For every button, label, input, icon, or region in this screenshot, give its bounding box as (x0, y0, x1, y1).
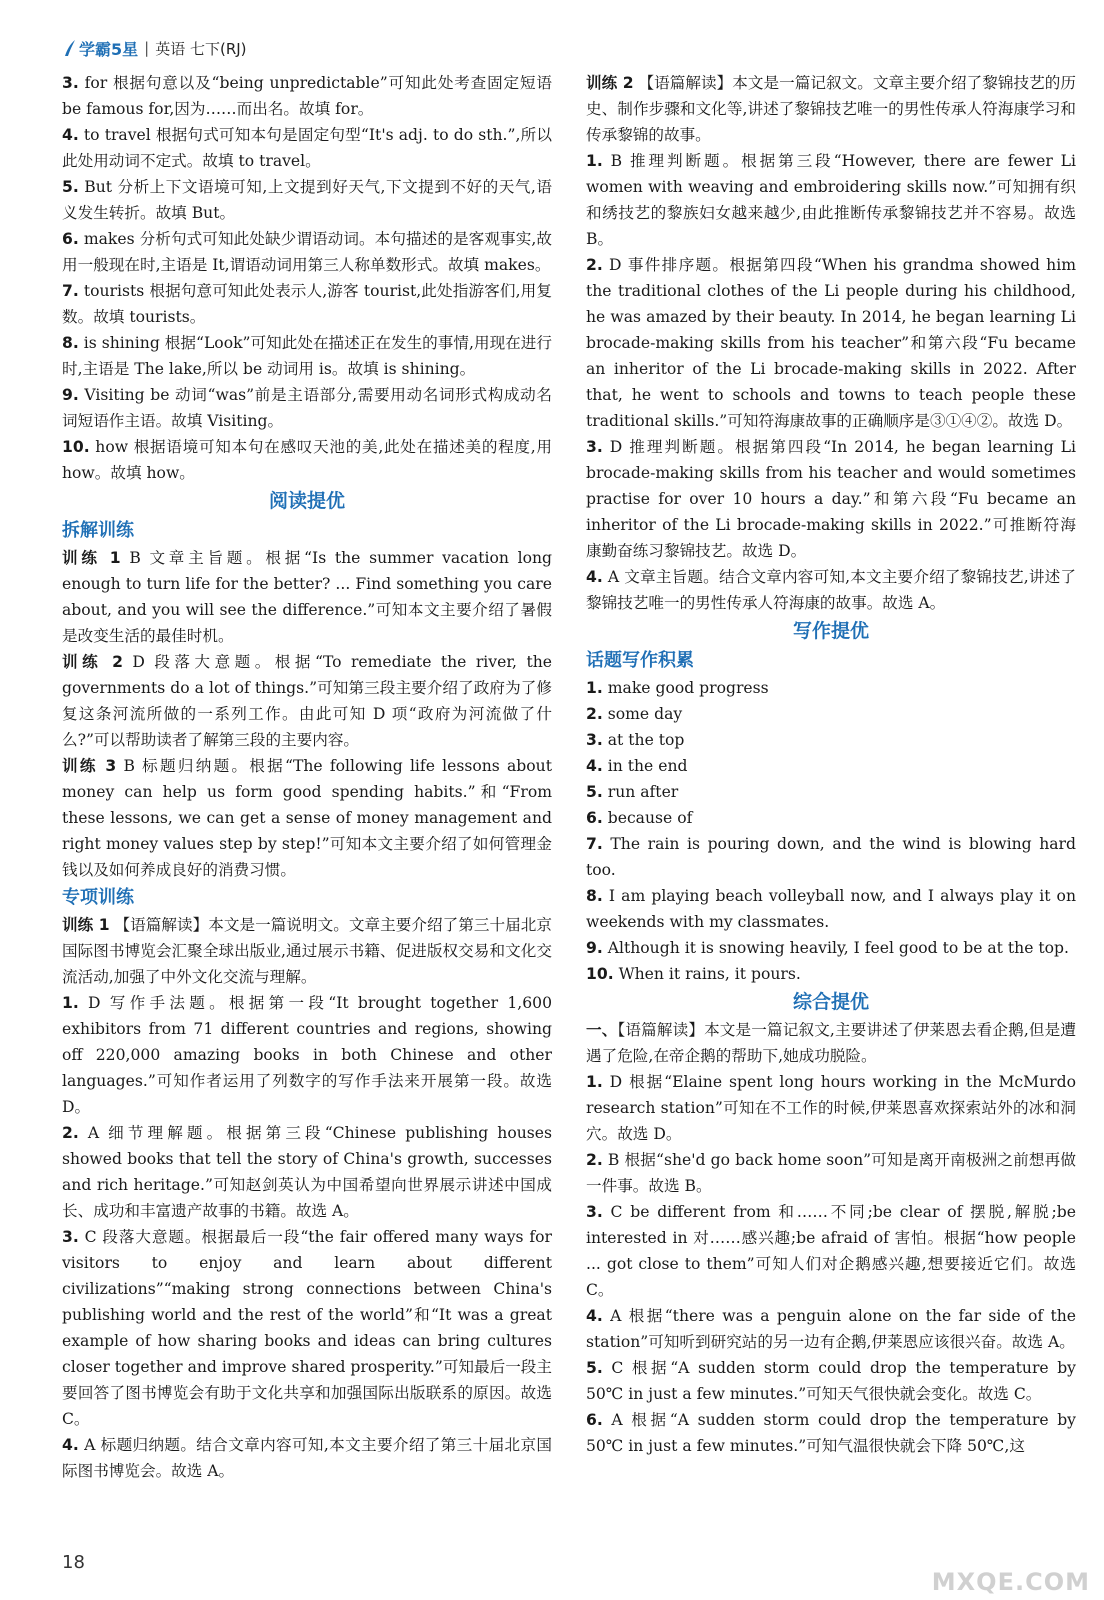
answer-item (586, 1355, 1076, 1407)
item-number: 1. (586, 152, 603, 170)
answer-item (586, 1303, 1076, 1355)
answer-item (586, 1069, 1076, 1147)
item-text: D 根据“Elaine spent long hours working in the McMurdo research station”可知在不工作的时候,伊莱恩喜欢探索站外的冰和洞穴。故选 D。 (586, 1073, 1076, 1143)
section-heading: 综合提优 (792, 991, 869, 1013)
item-number: 4. (586, 1307, 603, 1325)
item-number: 4. (62, 126, 79, 144)
item-number: 训练 1 (62, 549, 121, 567)
answer-item (62, 70, 552, 122)
subsection-heading: 拆解训练 (62, 520, 134, 541)
answer-item (586, 805, 1076, 831)
answer-item (586, 70, 1076, 148)
item-number: 8. (586, 887, 603, 905)
item-text: makes 分析句式可知此处缺少谓语动词。本句描述的是客观事实,故用一般现在时,主语是 It,谓语动词用第三人称单数形式。故填 makes。 (62, 230, 552, 274)
answer-item (62, 434, 552, 486)
item-text: A 细节理解题。根据第三段“Chinese publishing houses showed books that tell the story of China's growth, successes and rich heritage.”可知赵剑英认为中国希望向世界展示讲述中国成长、成功和丰富遗产故事的书籍。故选 A。 (62, 1124, 552, 1220)
item-text: Although it is snowing heavily, I feel good to be at the top. (602, 939, 1069, 957)
item-number: 一、 (586, 1021, 618, 1039)
page-header (62, 36, 247, 60)
answer-item (586, 1407, 1076, 1459)
item-text: C be different from 和……不同;be clear of 摆脱,解脱;be interested in 对……感兴趣;be afraid of 害怕。根据“how people ... got close to them”可知人们对企鹅感兴趣,想要接近它们。故选 C。 (586, 1203, 1076, 1299)
item-number: 2. (586, 256, 603, 274)
item-number: 训练 1 (62, 916, 110, 934)
item-number: 4. (62, 1436, 79, 1454)
answer-item (586, 252, 1076, 434)
item-number: 1. (586, 679, 603, 697)
item-text: D 段落大意题。根据“To remediate the river, the governments do a lot of things.”可知第三段主要介绍了政府为了修复这条河流所做的一系列工作。由此可知 D 项“政府为河流做了什么?”可以帮助读者了解第三段的主要内容。 (62, 653, 552, 749)
right-column (586, 70, 1076, 1459)
item-text: in the end (602, 757, 688, 775)
item-number: 训练 2 (586, 74, 634, 92)
item-text: D 推理判断题。根据第四段“In 2014, he began learning Li brocade-making skills from his teacher and would sometimes practise for over 10 hours a day.”和第六段“Fu became an inheritor of the Li brocade-making skills in 2022.”可推断符海康勤奋练习黎锦技艺。故选 D。 (586, 438, 1076, 560)
item-number: 8. (62, 334, 79, 352)
answer-item (586, 883, 1076, 935)
item-number: 5. (586, 783, 603, 801)
answer-item (62, 1120, 552, 1224)
header-separator: | (144, 39, 150, 57)
item-number: 6. (586, 1411, 603, 1429)
item-number: 9. (62, 386, 79, 404)
answer-item (62, 226, 552, 278)
item-number: 10. (62, 438, 90, 456)
answer-item (62, 1432, 552, 1484)
item-number: 9. (586, 939, 603, 957)
answer-item (586, 148, 1076, 252)
item-number: 2. (62, 1124, 79, 1142)
item-number: 3. (586, 731, 603, 749)
left-column (62, 70, 552, 1484)
item-text: B 文章主旨题。根据“Is the summer vacation long enough to turn life for the better? ... Find something you care about, and you will see the difference.”可知本文主要介绍了暑假是改变生活的最佳时机。 (62, 549, 552, 645)
item-number: 3. (62, 1228, 79, 1246)
item-text: B 标题归纳题。根据“The following life lessons about money can help us form good spending habits.”和“From these lessons, we can get a sense of money management and right money values step by step!”可知本文主要介绍了如何管理金钱以及如何养成良好的消费习惯。 (62, 757, 552, 879)
watermark: MXQE.COM (931, 1568, 1090, 1596)
item-number: 3. (62, 74, 79, 92)
item-number: 6. (586, 809, 603, 827)
answer-item (586, 1147, 1076, 1199)
item-number: 4. (586, 757, 603, 775)
answer-item (62, 174, 552, 226)
item-text: D 事件排序题。根据第四段“When his grandma showed him the traditional clothes of the Li people during his childhood, he was amazed by their beauty. In 2014, he began learning Li brocade-making skills from his teacher”和第六段“Fu became an inheritor of the Li brocade-making skills in 2022. After that, he went to schools and towns to teach people these traditional skills.”可知符海康故事的正确顺序是③①④②。故选 D。 (586, 256, 1076, 430)
item-number: 训练 2 (62, 653, 123, 671)
item-text: make good progress (602, 679, 769, 697)
answer-item (62, 990, 552, 1120)
item-text: some day (602, 705, 683, 723)
item-text: how 根据语境可知本句在感叹天池的美,此处在描述美的程度,用 how。故填 how。 (62, 438, 552, 482)
answer-item (62, 912, 552, 990)
item-text: But 分析上下文语境可知,上文提到好天气,下文提到不好的天气,语义发生转折。故填 But。 (62, 178, 552, 222)
answer-item (586, 753, 1076, 779)
answer-item (586, 434, 1076, 564)
section-heading: 写作提优 (792, 620, 869, 642)
item-text: is shining 根据“Look”可知此处在描述正在发生的事情,用现在进行时,主语是 The lake,所以 be 动词用 is。故填 is shining。 (62, 334, 552, 378)
item-number: 训练 3 (62, 757, 117, 775)
item-text: run after (602, 783, 679, 801)
answer-item (62, 278, 552, 330)
item-text: D 写作手法题。根据第一段“It brought together 1,600 exhibitors from 71 different countries and regions, showing off 220,000 amazing books in both Chinese and other languages.”可知作者运用了列数字的写作手法来开展第一段。故选 D。 (62, 994, 552, 1116)
item-number: 1. (586, 1073, 603, 1091)
item-text: B 推理判断题。根据第三段“However, there are fewer Li women with weaving and embroidering skills now.”可知拥有织和绣技艺的黎族妇女越来越少,由此推断传承黎锦技艺并不容易。故选 B。 (586, 152, 1076, 248)
item-text: at the top (602, 731, 685, 749)
answer-item (62, 1224, 552, 1432)
answer-item (62, 753, 552, 883)
item-number: 10. (586, 965, 614, 983)
answer-item (586, 831, 1076, 883)
answer-item (586, 727, 1076, 753)
item-text: for 根据句意以及“being unpredictable”可知此处考查固定短语 be famous for,因为……而出名。故填 for。 (62, 74, 552, 118)
item-number: 5. (62, 178, 79, 196)
answer-item (586, 1199, 1076, 1303)
item-text: 【语篇解读】本文是一篇记叙文。文章主要介绍了黎锦技艺的历史、制作步骤和文化等,讲述了黎锦技艺唯一的男性传承人符海康学习和传承黎锦的故事。 (586, 74, 1076, 144)
item-number: 5. (586, 1359, 603, 1377)
answer-item (586, 779, 1076, 805)
answer-item (586, 961, 1076, 987)
item-number: 3. (586, 438, 603, 456)
subsection-heading: 话题写作积累 (586, 650, 694, 671)
item-text: A 文章主旨题。结合文章内容可知,本文主要介绍了黎锦技艺,讲述了黎锦技艺唯一的男性传承人符海康的故事。故选 A。 (586, 568, 1076, 612)
answer-item (62, 330, 552, 382)
item-text: to travel 根据句式可知本句是固定句型“It's adj. to do sth.”,所以此处用动词不定式。故填 to travel。 (62, 126, 552, 170)
answer-item (62, 122, 552, 174)
item-text: B 根据“she'd go back home soon”可知是离开南极洲之前想再做一件事。故选 B。 (586, 1151, 1076, 1195)
item-number: 2. (586, 705, 603, 723)
item-number: 2. (586, 1151, 603, 1169)
item-text: 【语篇解读】本文是一篇记叙文,主要讲述了伊莱恩去看企鹅,但是遭遇了危险,在帝企鹅的帮助下,她成功脱险。 (586, 1021, 1076, 1065)
answer-item (586, 1017, 1076, 1069)
item-text: A 标题归纳题。结合文章内容可知,本文主要介绍了第三十届北京国际图书博览会。故选 A。 (62, 1436, 552, 1480)
item-number: 4. (586, 568, 603, 586)
header-subtitle: 英语 七下(RJ) (155, 39, 247, 58)
item-number: 6. (62, 230, 79, 248)
item-text: C 段落大意题。根据最后一段“the fair offered many ways for visitors to enjoy and learn about different civilizations”“making strong connections between China's publishing world and the rest of the world”和“It was a great example of how sharing books and ideas can bring cultures closer together and improve shared prosperity.”可知最后一段主要回答了图书博览会有助于文化共享和加强国际出版联系的原因。故选 C。 (62, 1228, 552, 1428)
item-text: C 根据“A sudden storm could drop the temperature by 50℃ in just a few minutes.”可知天气很快就会变化。故选 C。 (586, 1359, 1076, 1403)
answer-item (62, 649, 552, 753)
answer-item (62, 545, 552, 649)
brand-name: 学霸5星 (79, 39, 139, 59)
answer-item (586, 935, 1076, 961)
item-text: because of (602, 809, 693, 827)
item-number: 3. (586, 1203, 603, 1221)
brand-logo-icon (62, 38, 76, 58)
item-number: 7. (586, 835, 603, 853)
item-text: A 根据“A sudden storm could drop the temperature by 50℃ in just a few minutes.”可知气温很快就会下降 50℃,这 (586, 1411, 1076, 1455)
item-text: I am playing beach volleyball now, and I always play it on weekends with my classmates. (586, 887, 1076, 931)
page-number: 18 (62, 1552, 85, 1573)
item-text: A 根据“there was a penguin alone on the far side of the station”可知听到研究站的另一边有企鹅,伊莱恩应该很兴奋。故选 A。 (586, 1307, 1076, 1351)
item-text: When it rains, it pours. (613, 965, 801, 983)
item-text: tourists 根据句意可知此处表示人,游客 tourist,此处指游客们,用复数。故填 tourists。 (62, 282, 552, 326)
item-text: The rain is pouring down, and the wind is blowing hard too. (586, 835, 1076, 879)
item-number: 1. (62, 994, 79, 1012)
section-heading: 阅读提优 (268, 490, 345, 512)
answer-item (586, 564, 1076, 616)
answer-item (586, 701, 1076, 727)
subsection-heading: 专项训练 (62, 887, 134, 908)
item-number: 7. (62, 282, 79, 300)
answer-item (586, 675, 1076, 701)
item-text: Visiting be 动词“was”前是主语部分,需要用动名词形式构成动名词短语作主语。故填 Visiting。 (62, 386, 552, 430)
answer-item (62, 382, 552, 434)
item-text: 【语篇解读】本文是一篇说明文。文章主要介绍了第三十届北京国际图书博览会汇聚全球出版业,通过展示书籍、促进版权交易和文化交流活动,加强了中外文化交流与理解。 (62, 916, 552, 986)
